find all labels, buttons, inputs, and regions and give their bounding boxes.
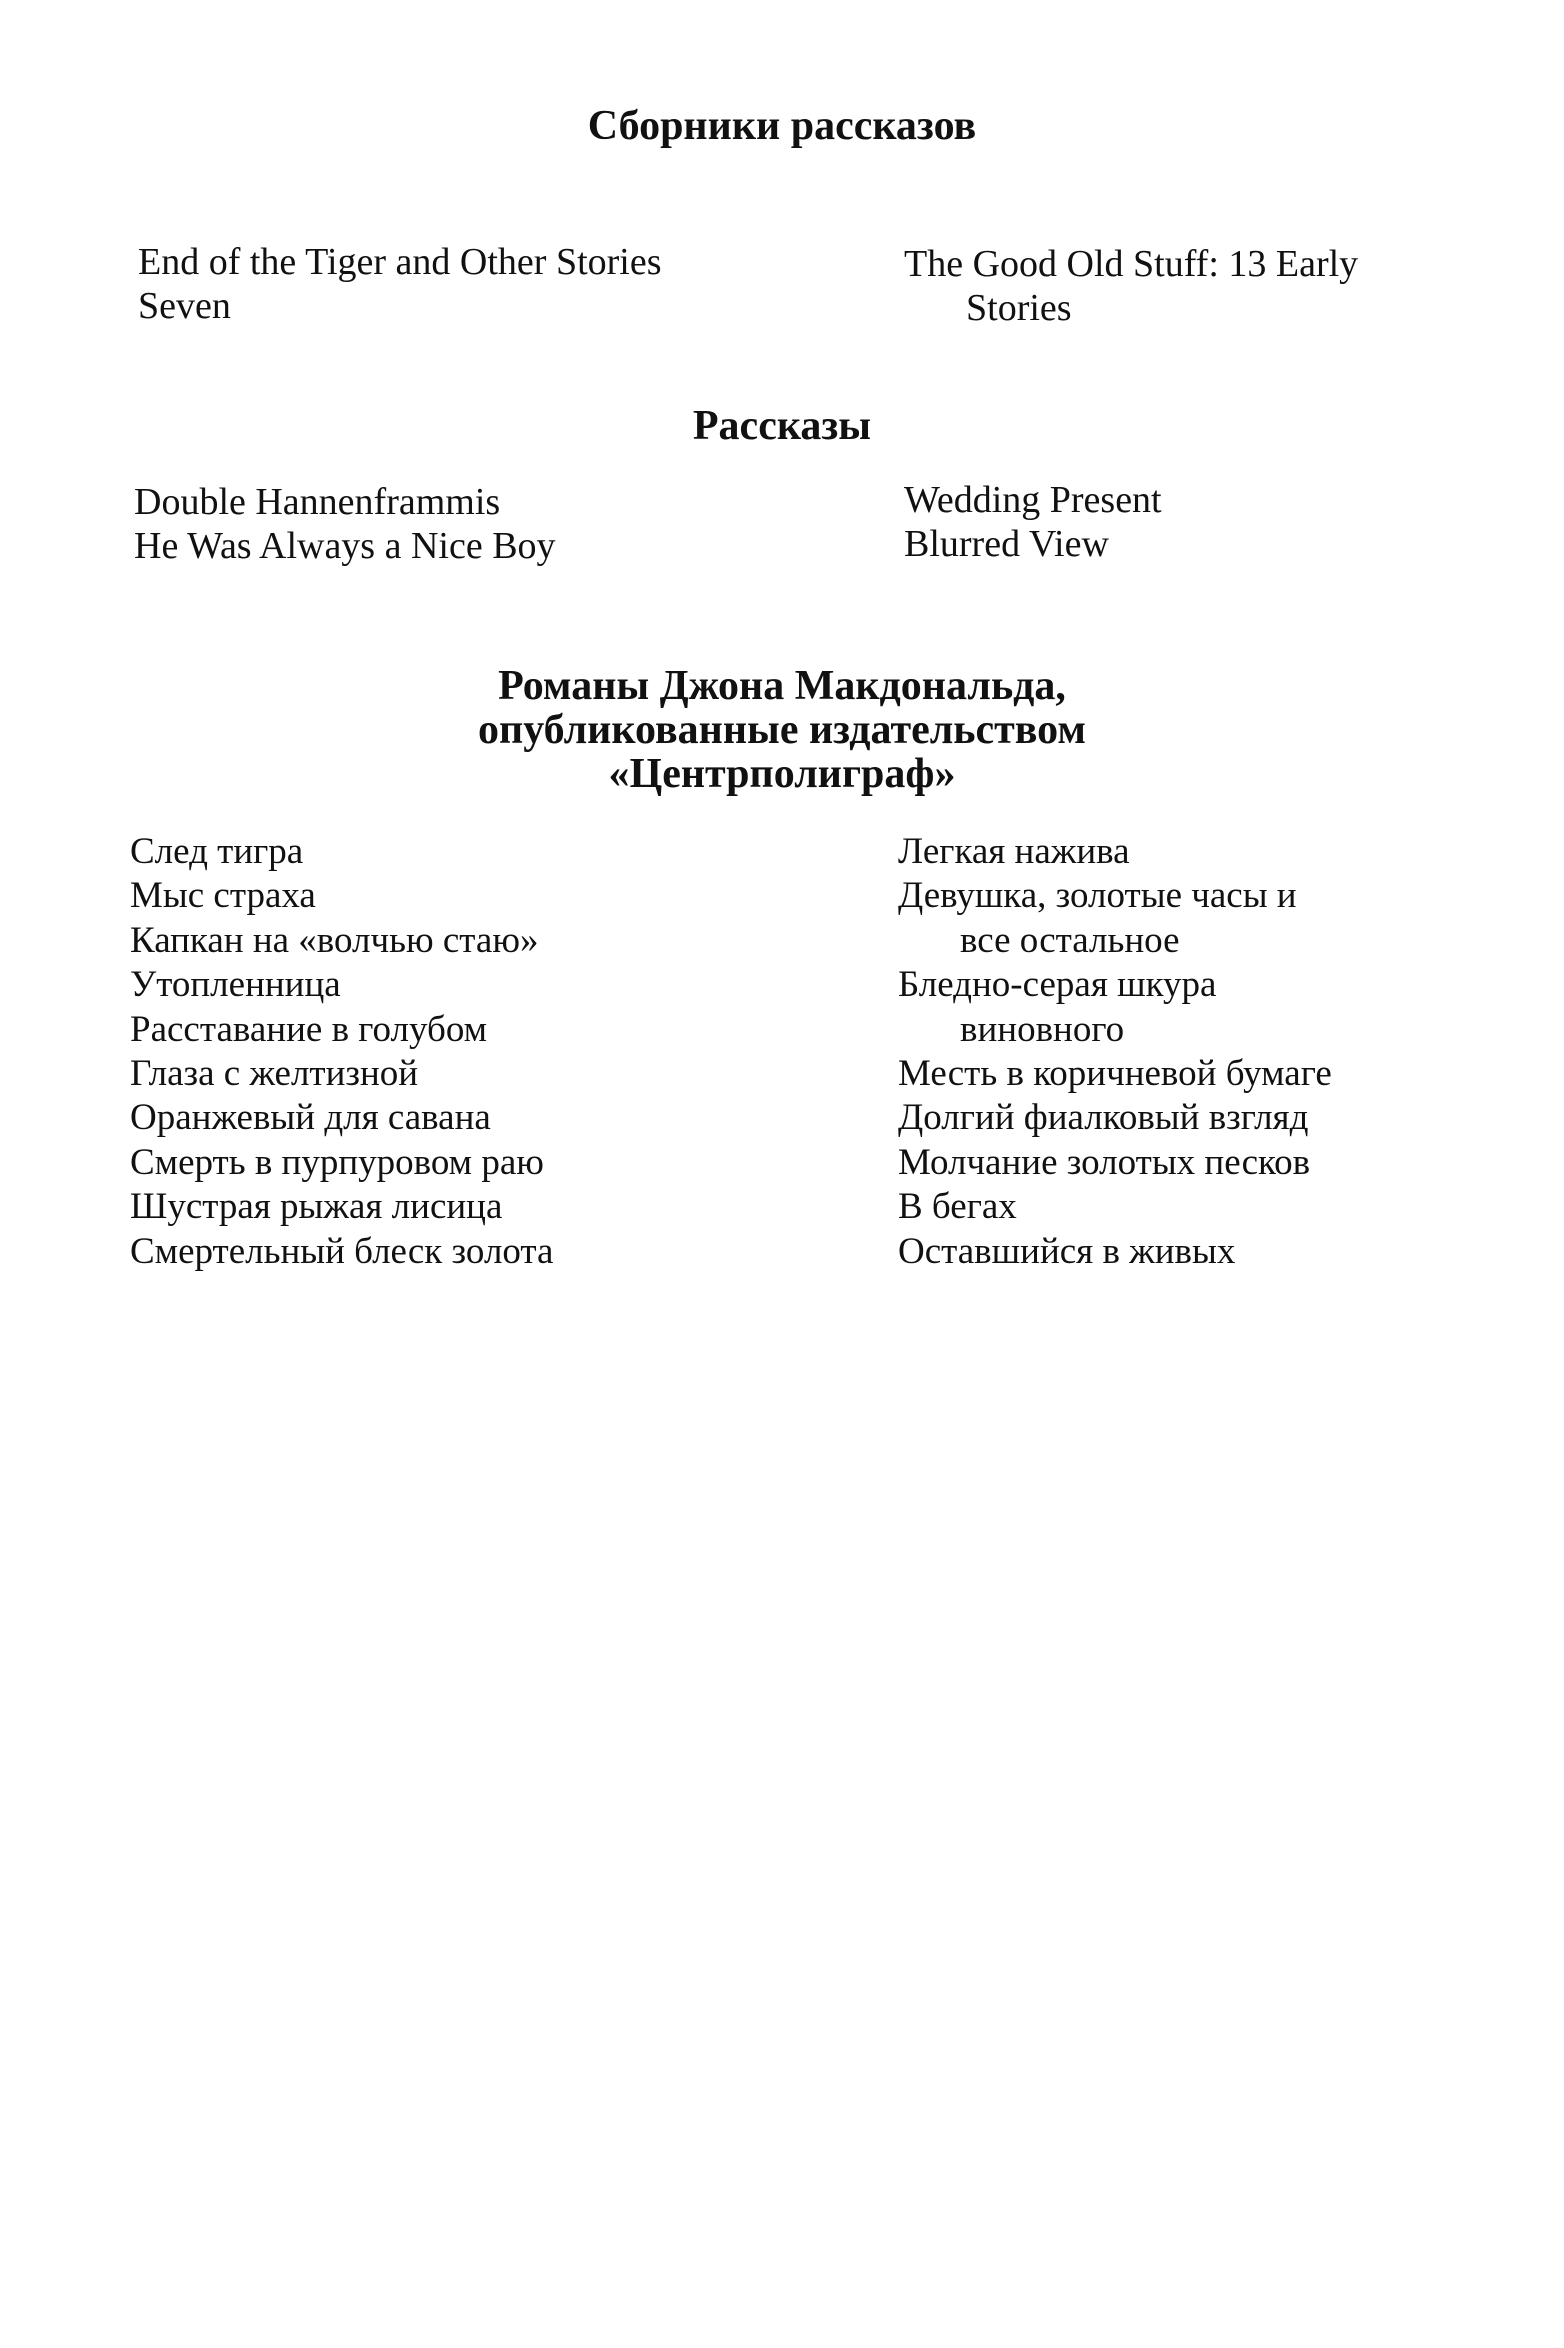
novels-heading-line: «Центрполиграф» — [608, 751, 956, 797]
list-item — [898, 874, 1332, 963]
list-item — [904, 242, 1358, 330]
list-item: Мыс страха — [130, 875, 316, 917]
list-item: Долгий фиалковый взгляд — [898, 1097, 1309, 1139]
list-item: Легкая нажива — [898, 831, 1130, 872]
list-item-first-line: Бледно-серая шкура — [898, 964, 1217, 1006]
stories-left-list — [134, 480, 556, 568]
novels-heading-line: опубликованные издательством — [478, 707, 1086, 753]
list-item: Молчание золотых песков — [898, 1141, 1311, 1183]
list-item-first-line: Девушка, золотые часы и — [898, 875, 1297, 917]
list-item: Капкан на «волчью стаю» — [130, 919, 539, 961]
list-item: Глаза с желтизной — [130, 1053, 419, 1095]
list-item: След тигра — [130, 831, 304, 872]
list-item-continuation: все остальное — [960, 919, 1180, 961]
list-item-continuation: Stories — [966, 287, 1072, 329]
list-item: He Was Always a Nice Boy — [134, 525, 556, 567]
list-item: Оранжевый для савана — [130, 1097, 491, 1139]
list-item: Смертельный блеск золота — [130, 1230, 554, 1272]
list-item: Шустрая рыжая лисица — [130, 1186, 503, 1228]
collections-right-list — [904, 242, 1358, 330]
novels-left-list — [130, 830, 553, 1274]
list-item — [898, 963, 1332, 1052]
list-item: Blurred View — [904, 523, 1109, 565]
list-item: Seven — [138, 285, 231, 327]
list-item: Wedding Present — [904, 479, 1162, 521]
novels-heading — [0, 664, 1564, 796]
list-item-continuation: виновного — [960, 1008, 1125, 1050]
list-item: В бегах — [898, 1186, 1017, 1228]
collections-heading: Сборники рассказов — [587, 103, 977, 149]
list-item: Расставание в голубом — [130, 1008, 488, 1050]
collections-left-list — [138, 240, 662, 328]
list-item: Месть в коричневой бумаге — [898, 1053, 1332, 1095]
novels-right-list — [898, 830, 1332, 1274]
list-item-first-line: The Good Old Stuff: 13 Early — [904, 243, 1359, 285]
stories-right-list — [904, 478, 1162, 566]
list-item: End of the Tiger and Other Stories — [138, 241, 662, 283]
stories-heading: Рассказы — [692, 403, 872, 449]
list-item: Double Hannenframmis — [134, 481, 501, 523]
list-item: Утопленница — [130, 964, 341, 1006]
novels-heading-line: Романы Джона Макдональда, — [498, 663, 1066, 709]
list-item: Смерть в пурпуровом раю — [130, 1141, 544, 1183]
list-item: Оставшийся в живых — [898, 1230, 1236, 1272]
